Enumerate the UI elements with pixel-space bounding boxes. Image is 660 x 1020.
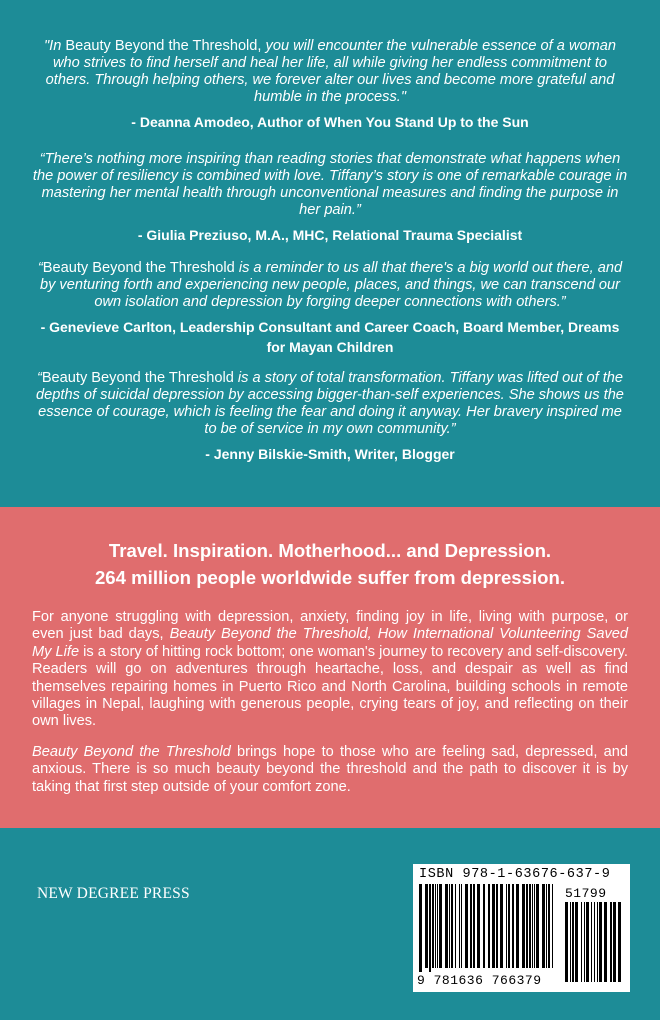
synopsis-paragraph-1: For anyone struggling with depression, anxiety, finding joy in life, living with purpose, or even just bad days, Beauty Beyond the Threshold, How International Volunteering Saved My Life is a story of hitting rock bottom; one woman's journey to recovery and self-discovery. Readers will go on adventures through heartache, loss, and despair as well as find themselves repairing homes in Puerto Rico and North Carolina, building schools in remote villages in Nepal, laughing with generous people, crying tears of joy, and reflecting on their own lives. [32,609,628,730]
barcode-bar [437,884,438,968]
testimonial-2 [30,151,630,245]
testimonial-text: “There’s nothing more inspiring than reading stories that demonstrate what happens when the power of resiliency is combined with love. Tiffany’s story is one of remarkable courage in mastering her mental health through unconventional measures and finding the purpose in her pain.” [32,151,628,218]
isbn-label: ISBN 978-1-63676-637-9 [419,867,611,882]
isbn-barcode [413,864,630,992]
testimonial-text: “Beauty Beyond the Threshold is a reminder to us all that there's a big world out there, and by venturing forth and experiencing new people, places, and things, we can transcend our own isolation and depression by forging deeper connections with others.” [37,260,623,310]
barcode-bar [477,884,480,968]
barcode-bar [618,902,621,982]
barcode-bar [455,884,456,968]
barcode-bar [488,884,490,968]
barcode-bar [581,902,582,982]
barcode-bar [419,884,422,972]
synopsis-paragraph-2: Beauty Beyond the Threshold brings hope to those who are feeling sad, depressed, and anxious. There is so much beauty beyond the threshold and the path to discover it is by taking that first step outside of your comfort zone. [32,744,629,795]
testimonial-text: “Beauty Beyond the Threshold is a story of total transformation. Tiffany was lifted out of the depths of suicidal depression by accessing bigger-than-self experiences. She shows us the essence of courage, which is feeling the fear and doing it anyway. Her bravery inspired me to be of service in my own community.” [36,370,624,437]
barcode-bar [575,902,578,982]
barcode-bar [552,884,553,968]
barcode-bar [591,902,592,982]
barcode-bar [516,884,519,968]
barcode-bar [429,884,431,972]
barcode-bar [584,902,585,982]
barcode-bar [572,902,574,982]
barcode-bar [534,884,535,968]
barcode-bar [526,884,528,968]
barcode-bar [522,884,525,968]
barcode-bar [532,884,533,968]
barcode-bar [425,884,428,968]
testimonial-attribution: - Giulia Preziuso, M.A., MHC, Relational Trauma Specialist [137,227,523,243]
barcode-bar [570,902,571,982]
barcode-number: 9 781636 766379 [417,973,542,988]
barcode-bar [459,884,460,968]
testimonial-attribution: - Genevieve Carlton, Leadership Consultant and Career Coach, Board Member, Dreams for Mayan Children [40,319,620,355]
barcode-bar [597,902,598,982]
barcode-bar [451,884,453,968]
barcode-bar [599,902,602,982]
barcode-bar [548,884,550,968]
barcode-bar [536,884,539,968]
barcode-bar [594,902,595,982]
headline-line-1: Travel. Inspiration. Motherhood... and Depression. [108,540,552,561]
barcode-bar [500,884,503,968]
barcode-bar [610,902,612,982]
barcode-bar [512,884,514,968]
synopsis-band [0,507,660,828]
barcode-bar [432,884,434,968]
testimonial-3 [30,260,630,357]
barcode-bar [470,884,472,968]
barcode-bar [435,884,436,968]
addon-code: 51799 [565,886,607,901]
barcode-bar [483,884,485,968]
barcode-bar [449,884,450,968]
testimonial-1 [30,38,630,132]
barcode-bar [542,884,545,968]
barcode-bar [445,884,448,968]
headline-line-2: 264 million people worldwide suffer from depression. [94,567,566,588]
barcode-bar [565,902,568,982]
testimonial-text: "In Beauty Beyond the Threshold, you will encounter the vulnerable essence of a woman who strives to find herself and heal her life, all while giving her endless commitment to others. Through helping others, we forever alter our lives and become more grateful and humble in the process." [44,38,616,105]
barcode-bar [546,884,547,968]
barcode-bar [506,884,507,968]
testimonial-attribution: - Deanna Amodeo, Author of When You Stand Up to the Sun [131,114,529,130]
testimonial-4 [30,370,630,464]
testimonials-section [0,0,660,505]
publisher-name: NEW DEGREE PRESS [37,885,190,902]
barcode-bar [613,902,616,982]
barcode-bar [529,884,531,968]
barcode-bar [439,884,442,968]
barcode-bar [473,884,475,968]
barcode-bar [604,902,607,982]
barcode-bar [465,884,468,968]
barcode-bar [586,902,589,982]
barcode-bar [461,884,462,968]
testimonial-attribution: - Jenny Bilskie-Smith, Writer, Blogger [205,446,455,462]
barcode-bar [508,884,510,968]
barcode-bar [492,884,495,968]
barcode-bar [496,884,498,968]
